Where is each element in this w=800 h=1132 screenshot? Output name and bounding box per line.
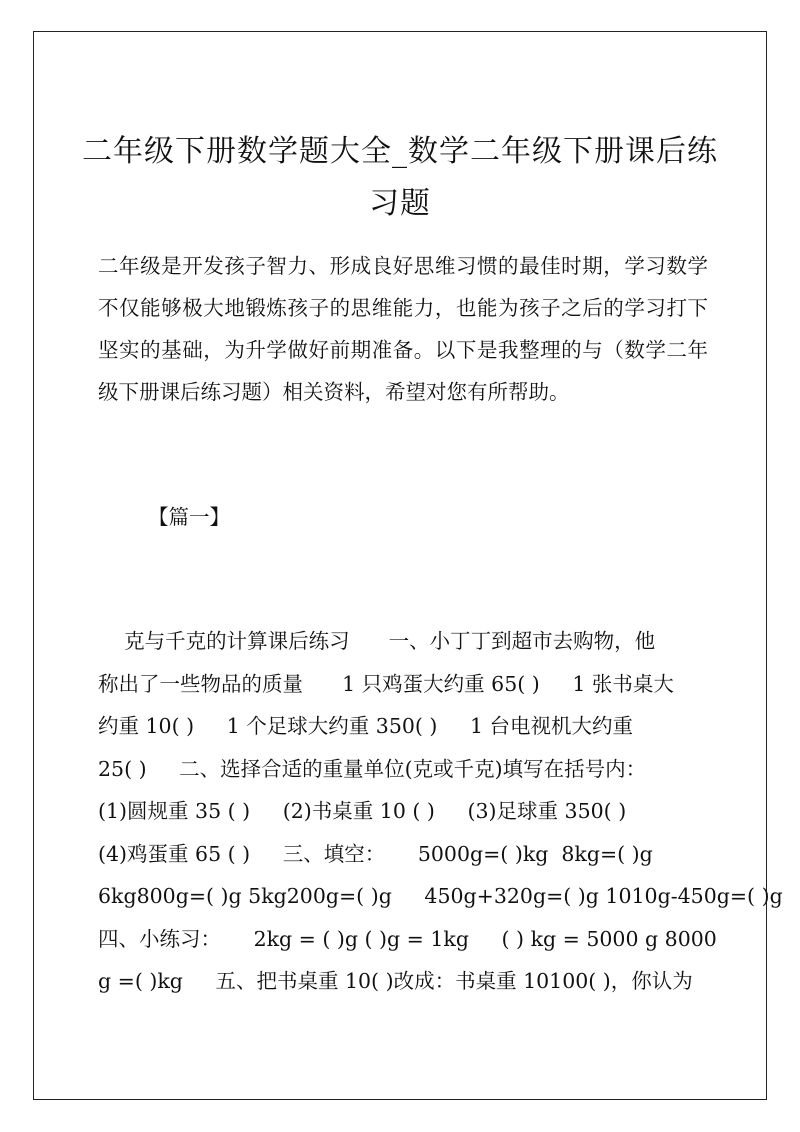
practice-line: 25( ) 二、选择合适的重量单位(克或千克)填写在括号内： xyxy=(98,756,647,781)
section-heading: 【篇一】 xyxy=(148,505,230,529)
practice-line: (1)圆规重 35 ( ) (2)书桌重 10 ( ) (3)足球重 350( ) xyxy=(98,799,627,823)
practice-paragraph xyxy=(98,620,783,1003)
title-line-2: 习题 xyxy=(369,186,431,221)
practice-line: 称出了一些物品的质量 1 只鸡蛋大约重 65( ) 1 张书桌大 xyxy=(98,671,674,696)
intro-paragraph: 二年级是开发孩子智力、形成良好思维习惯的最佳时期，学习数学不仅能够极大地锻炼孩子的思维能力，也能为孩子之后的学习打下坚实的基础，为升学做好前期准备。以下是我整理的与（数学二年级下册课后练习题）相关资料，希望对您有所帮助。 xyxy=(98,254,708,404)
title-line-1: 二年级下册数学题大全_数学二年级下册课后练 xyxy=(82,134,718,169)
practice-line: (4)鸡蛋重 65 ( ) 三、填空： 5000g=( )kg 8kg=( )g xyxy=(98,841,653,866)
practice-line: g =( )kg 五、把书桌重 10( )改成：书桌重 10100( )，你认为 xyxy=(98,969,693,993)
practice-line: 克与千克的计算课后练习 一、小丁丁到超市去购物，他 xyxy=(98,629,656,653)
document-title xyxy=(60,126,740,230)
practice-line: 约重 10( ) 1 个足球大约重 350( ) 1 台电视机大约重 xyxy=(98,714,634,738)
practice-line: 6kg800g=( )g 5kg200g=( )g 450g+320g=( )g 1010g-450g=( )g xyxy=(98,884,783,908)
practice-line: 四、小练习： 2kg = ( )g ( )g = 1kg ( ) kg = 5000 g 8000 xyxy=(98,926,717,951)
